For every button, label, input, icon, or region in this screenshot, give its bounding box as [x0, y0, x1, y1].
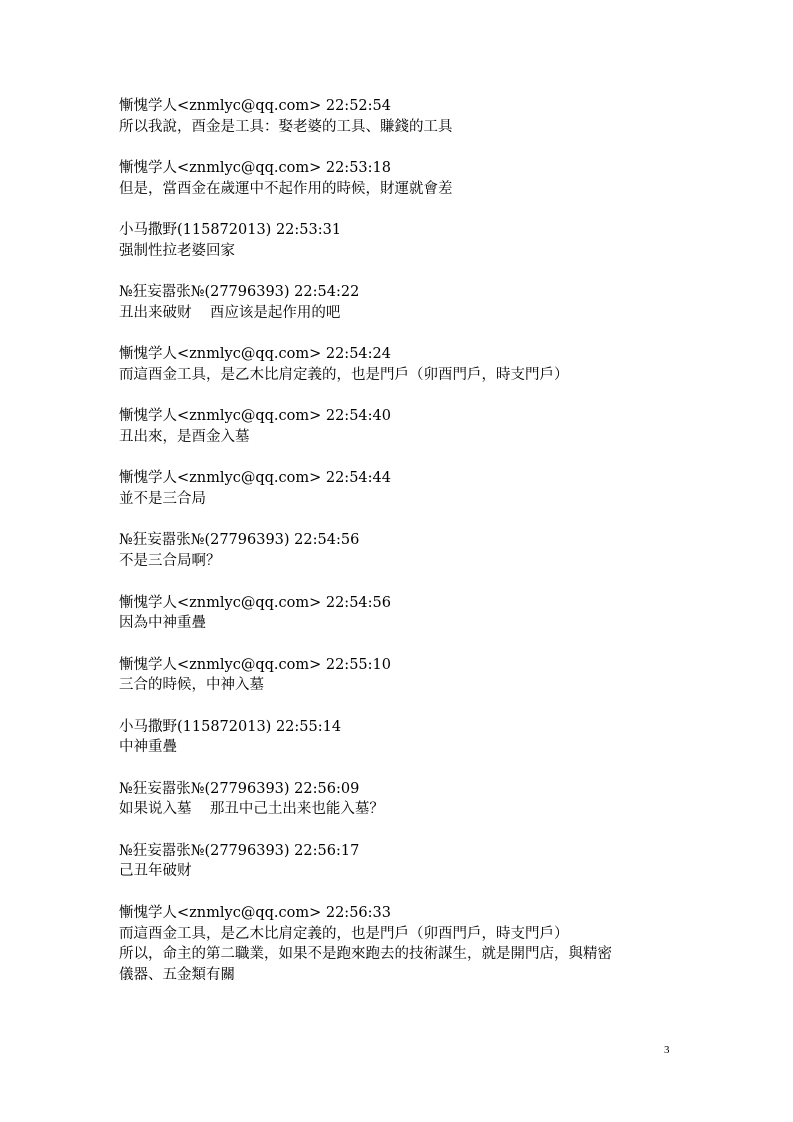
- message-text: 三合的時候，中神入墓: [119, 677, 264, 694]
- chat-message: [119, 903, 679, 986]
- chat-message: [119, 530, 679, 571]
- message-text: 所以，命主的第二職業，如果不是跑來跑去的技術謀生，就是開門店，與精密: [119, 946, 612, 963]
- message-header: 小马撒野(115872013) 22:53:31: [119, 222, 342, 239]
- message-header: №狂妄嚣张№(27796393) 22:54:56: [119, 532, 360, 549]
- message-header: 慚愧学人<znmlyc@qq.com> 22:56:33: [119, 904, 391, 921]
- message-text: 而這酉金工具，是乙木比肩定義的，也是門戶（卯酉門戶，時支門戶）: [119, 925, 569, 942]
- message-header: 慚愧学人<znmlyc@qq.com> 22:54:56: [119, 594, 391, 611]
- message-text: 不是三合局啊？: [119, 553, 221, 570]
- chat-log: [119, 96, 679, 986]
- message-header: 慚愧学人<znmlyc@qq.com> 22:54:44: [119, 470, 391, 487]
- message-text: 而這酉金工具，是乙木比肩定義的，也是門戶（卯酉門戶，時支門戶）: [119, 366, 569, 383]
- message-text: 强制性拉老婆回家: [119, 242, 235, 259]
- message-header: 慚愧学人<znmlyc@qq.com> 22:54:24: [119, 346, 391, 363]
- message-header: №狂妄嚣张№(27796393) 22:56:17: [119, 842, 360, 859]
- message-header: 慚愧学人<znmlyc@qq.com> 22:54:40: [119, 408, 391, 425]
- message-text: 己丑年破财: [119, 863, 192, 880]
- message-text: 丑出来破财 酉应该是起作用的吧: [119, 304, 341, 321]
- chat-message: [119, 655, 679, 696]
- message-text: 中神重疊: [119, 739, 177, 756]
- chat-message: [119, 593, 679, 634]
- chat-message: [119, 282, 679, 323]
- message-text: 因為中神重疊: [119, 615, 206, 632]
- chat-message: [119, 220, 679, 261]
- chat-message: [119, 158, 679, 199]
- message-text: 所以我說，酉金是工具：娶老婆的工具、賺錢的工具: [119, 118, 453, 135]
- message-header: №狂妄嚣张№(27796393) 22:56:09: [119, 780, 360, 797]
- message-text: 但是，當酉金在歲運中不起作用的時候，財運就會差: [119, 180, 453, 197]
- chat-message: [119, 468, 679, 509]
- chat-message: [119, 406, 679, 447]
- message-header: 小马撒野(115872013) 22:55:14: [119, 718, 342, 735]
- page-number: 3: [664, 1044, 670, 1056]
- message-header: №狂妄嚣张№(27796393) 22:54:22: [119, 284, 360, 301]
- message-text: 丑出來，是酉金入墓: [119, 429, 250, 445]
- message-header: 慚愧学人<znmlyc@qq.com> 22:53:18: [119, 160, 391, 177]
- chat-message: [119, 779, 679, 820]
- message-header: 慚愧学人<znmlyc@qq.com> 22:52:54: [119, 98, 391, 114]
- chat-message: [119, 841, 679, 882]
- chat-message: [119, 717, 679, 758]
- message-text: 如果说入墓 那丑中己土出来也能入墓？: [119, 801, 384, 818]
- message-text: 並不是三合局: [119, 491, 206, 508]
- message-header: 慚愧学人<znmlyc@qq.com> 22:55:10: [119, 656, 391, 673]
- message-text: 儀器、五金類有關: [119, 966, 235, 983]
- chat-message: [119, 344, 679, 385]
- chat-message: [119, 96, 679, 137]
